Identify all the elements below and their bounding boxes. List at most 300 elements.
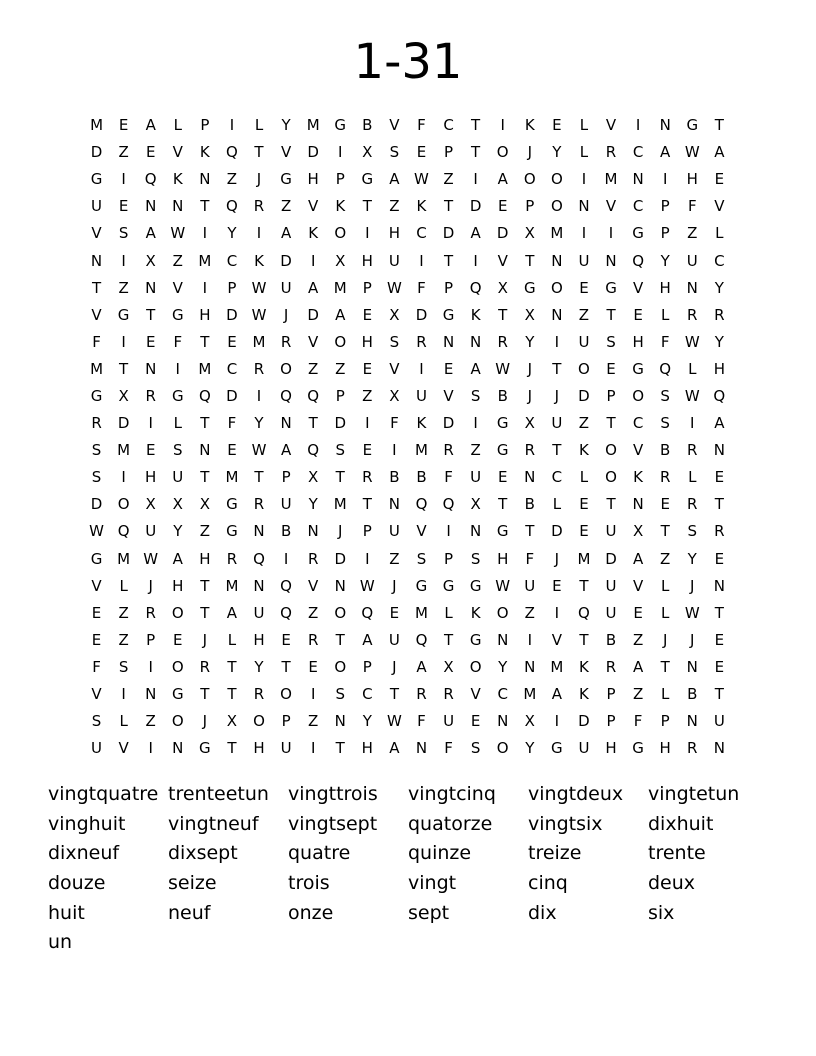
grid-letter: N [632, 495, 644, 514]
grid-row [83, 708, 733, 735]
grid-letter: H [199, 549, 211, 568]
grid-row [83, 437, 733, 464]
grid-letter: I [256, 386, 262, 405]
grid-letter: X [389, 305, 400, 324]
grid-letter: L [227, 630, 237, 649]
grid-letter: G [415, 576, 428, 595]
grid-letter: H [172, 576, 184, 595]
grid-letter: I [581, 224, 587, 243]
word-list-item: quatorze [408, 812, 493, 835]
grid-letter: G [226, 495, 238, 514]
grid-letter: Z [660, 549, 671, 568]
grid-letter: T [200, 576, 210, 595]
grid-letter: S [470, 386, 481, 405]
grid-letter: C [497, 685, 508, 704]
grid-letter: I [554, 603, 560, 622]
grid-letter: T [714, 116, 724, 135]
grid-letter: M [225, 576, 239, 595]
grid-letter: H [686, 170, 698, 189]
grid-letter: N [578, 197, 590, 216]
grid-letter: Z [118, 278, 129, 297]
grid-letter: N [659, 116, 671, 135]
grid-letter: C [362, 685, 373, 704]
grid-letter: I [635, 116, 641, 135]
grid-letter: F [417, 116, 426, 135]
grid-letter: L [715, 224, 724, 243]
grid-letter: L [661, 305, 670, 324]
grid-letter: J [148, 576, 153, 595]
grid-letter: B [605, 630, 617, 649]
grid-letter: U [470, 468, 482, 487]
grid-letter: P [444, 143, 454, 162]
grid-row [83, 464, 733, 491]
grid-letter: P [335, 386, 345, 405]
grid-letter: Y [498, 657, 508, 676]
grid-letter: K [199, 143, 210, 162]
grid-letter: V [308, 197, 319, 216]
grid-letter: T [525, 522, 535, 541]
grid-letter: J [527, 143, 532, 162]
grid-letter: S [91, 441, 102, 460]
grid-letter: I [121, 170, 126, 189]
grid-letter: L [661, 685, 670, 704]
grid-letter: H [659, 739, 671, 758]
grid-letter: H [361, 739, 373, 758]
grid-letter: O [496, 603, 509, 622]
grid-letter: C [551, 468, 563, 487]
grid-letter: L [173, 116, 182, 135]
grid-letter: Q [632, 251, 644, 270]
word-list-item: deux [648, 872, 696, 895]
grid-letter: N [713, 441, 725, 460]
grid-letter: I [473, 251, 478, 270]
grid-letter: K [335, 197, 346, 216]
grid-letter: E [362, 441, 373, 460]
grid-letter: T [200, 332, 210, 351]
grid-letter: E [606, 359, 616, 378]
grid-letter: Y [714, 332, 724, 351]
grid-letter: N [686, 278, 698, 297]
grid-letter: C [632, 197, 644, 216]
grid-letter: D [469, 197, 482, 216]
grid-letter: T [606, 305, 616, 324]
word-list-item: vingtsept [288, 812, 378, 835]
grid-letter: T [335, 630, 345, 649]
grid-letter: I [554, 332, 560, 351]
grid-letter: U [686, 251, 698, 270]
grid-letter: Z [389, 549, 400, 568]
grid-letter: E [714, 468, 725, 487]
grid-letter: Z [578, 414, 590, 433]
grid-letter: G [632, 224, 644, 243]
grid-letter: O [578, 359, 590, 378]
grid-letter: A [632, 657, 644, 676]
grid-letter: A [335, 305, 346, 324]
grid-letter: J [202, 712, 208, 731]
grid-letter: A [389, 170, 400, 189]
grid-letter: N [551, 305, 563, 324]
grid-letter: F [390, 414, 399, 433]
grid-row [83, 139, 733, 166]
grid-letter: L [444, 603, 453, 622]
grid-letter: N [524, 657, 536, 676]
grid-letter: R [659, 468, 671, 487]
grid-letter: U [388, 522, 400, 541]
grid-letter: N [497, 630, 509, 649]
grid-letter: U [415, 386, 427, 405]
grid-letter: O [171, 603, 184, 622]
grid-letter: E [633, 603, 643, 622]
grid-letter: R [605, 143, 617, 162]
grid-letter: N [307, 522, 319, 541]
grid-letter: W [170, 224, 186, 243]
word-list-item: six [648, 901, 675, 924]
grid-letter: N [632, 170, 644, 189]
grid-letter: T [498, 495, 508, 514]
grid-letter: J [202, 630, 208, 649]
grid-letter: V [605, 116, 617, 135]
grid-letter: T [552, 359, 562, 378]
grid-letter: P [660, 197, 670, 216]
grid-letter: I [690, 414, 695, 433]
word-list-item: vingtneuf [168, 812, 259, 835]
grid-letter: U [388, 251, 400, 270]
grid-letter: J [338, 522, 343, 541]
grid-letter: F [444, 739, 453, 758]
grid-letter: G [686, 116, 699, 135]
grid-letter: F [525, 549, 535, 568]
grid-letter: T [471, 143, 481, 162]
grid-letter: T [119, 359, 129, 378]
grid-letter: D [307, 143, 319, 162]
grid-letter: C [632, 143, 644, 162]
grid-letter: M [198, 359, 212, 378]
grid-letter: L [579, 116, 589, 135]
grid-letter: L [119, 712, 128, 731]
grid-letter: Q [117, 522, 130, 541]
grid-letter: S [389, 332, 400, 351]
grid-letter: H [605, 739, 617, 758]
grid-letter: U [388, 630, 400, 649]
grid-letter: V [470, 685, 481, 704]
grid-letter: L [688, 359, 697, 378]
grid-letter: E [227, 332, 237, 351]
grid-letter: M [117, 549, 131, 568]
grid-row [83, 356, 733, 383]
grid-letter: Y [687, 549, 697, 568]
grid-letter: U [605, 603, 617, 622]
word-list-item: neuf [168, 901, 211, 924]
grid-letter: M [225, 468, 239, 487]
grid-letter: Z [118, 603, 129, 622]
grid-letter: E [443, 359, 454, 378]
grid-letter: D [280, 251, 292, 270]
grid-letter: M [306, 116, 320, 135]
grid-letter: E [552, 576, 562, 595]
grid-letter: T [579, 630, 589, 649]
grid-letter: F [417, 278, 426, 297]
grid-letter: M [550, 224, 564, 243]
grid-letter: V [714, 197, 725, 216]
grid-letter: T [227, 739, 237, 758]
grid-letter: T [362, 495, 372, 514]
grid-letter: O [171, 657, 184, 676]
grid-letter: O [632, 386, 644, 405]
grid-letter: D [578, 386, 590, 405]
grid-letter: I [229, 116, 235, 135]
grid-letter: P [525, 197, 535, 216]
grid-letter: W [143, 549, 159, 568]
grid-letter: M [333, 278, 347, 297]
grid-letter: I [148, 414, 153, 433]
grid-letter: T [335, 468, 345, 487]
grid-letter: Z [145, 712, 156, 731]
grid-letter: U [145, 522, 157, 541]
grid-letter: R [687, 739, 698, 758]
grid-letter: Q [307, 386, 320, 405]
grid-letter: M [117, 441, 131, 460]
grid-letter: T [443, 251, 454, 270]
grid-letter: O [496, 143, 509, 162]
grid-letter: U [253, 603, 265, 622]
grid-letter: Q [415, 495, 428, 514]
grid-letter: W [251, 278, 267, 297]
grid-letter: B [524, 495, 535, 514]
grid-letter: D [90, 143, 103, 162]
grid-letter: I [148, 739, 153, 758]
grid-letter: G [361, 170, 374, 189]
grid-letter: O [550, 278, 563, 297]
grid-letter: J [527, 359, 532, 378]
grid-letter: O [523, 170, 536, 189]
grid-letter: E [91, 630, 102, 649]
grid-letter: D [307, 305, 319, 324]
grid-letter: T [281, 657, 291, 676]
grid-row [83, 193, 733, 220]
grid-letter: J [392, 657, 397, 676]
grid-letter: M [252, 332, 266, 351]
grid-letter: R [226, 549, 238, 568]
grid-letter: K [172, 170, 183, 189]
grid-letter: Q [361, 603, 374, 622]
grid-letter: E [579, 278, 589, 297]
grid-letter: G [496, 414, 509, 433]
grid-letter: R [605, 657, 617, 676]
grid-letter: Y [281, 116, 291, 135]
grid-row [83, 735, 733, 762]
grid-row [83, 410, 733, 437]
grid-letter: E [714, 630, 725, 649]
grid-letter: F [633, 712, 643, 731]
grid-letter: Y [660, 251, 670, 270]
grid-letter: I [473, 414, 478, 433]
grid-letter: H [361, 251, 373, 270]
grid-letter: B [280, 522, 292, 541]
grid-letter: Y [714, 278, 724, 297]
grid-letter: U [578, 251, 590, 270]
grid-letter: U [280, 495, 292, 514]
grid-letter: H [632, 332, 644, 351]
grid-letter: D [334, 549, 347, 568]
grid-letter: B [362, 116, 373, 135]
word-list-item: vingtsix [528, 812, 603, 835]
grid-letter: S [389, 143, 400, 162]
word-list-item: douze [48, 872, 106, 895]
grid-letter: K [579, 441, 589, 460]
grid-letter: E [714, 549, 725, 568]
grid-letter: S [660, 414, 670, 433]
grid-letter: P [606, 386, 616, 405]
grid-letter: E [145, 332, 156, 351]
grid-letter: S [606, 332, 616, 351]
grid-letter: E [470, 712, 481, 731]
grid-letter: J [256, 170, 262, 189]
grid-letter: K [308, 224, 319, 243]
grid-letter: O [550, 170, 563, 189]
grid-letter: E [389, 603, 400, 622]
grid-letter: L [119, 576, 128, 595]
grid-letter: E [118, 197, 129, 216]
grid-letter: D [226, 386, 238, 405]
grid-letter: N [524, 468, 536, 487]
grid-letter: X [497, 278, 508, 297]
grid-letter: B [497, 386, 508, 405]
word-list-item: vingtcinq [408, 783, 496, 805]
grid-letter: Q [415, 630, 428, 649]
grid-letter: T [606, 414, 616, 433]
grid-letter: O [605, 441, 617, 460]
grid-letter: R [714, 522, 725, 541]
word-list-item: vingtquatre [48, 783, 159, 805]
grid-letter: N [442, 332, 455, 351]
grid-letter: P [660, 224, 670, 243]
grid-letter: Z [280, 197, 292, 216]
grid-letter: G [605, 278, 617, 297]
grid-letter: R [253, 197, 265, 216]
grid-letter: I [121, 332, 126, 351]
grid-letter: Z [172, 251, 183, 270]
grid-letter: E [227, 441, 237, 460]
word-list-item: trois [288, 872, 330, 895]
grid-letter: E [714, 657, 725, 676]
grid-letter: C [443, 116, 454, 135]
grid-letter: Z [632, 630, 644, 649]
grid-letter: N [470, 522, 482, 541]
grid-letter: L [254, 116, 264, 135]
grid-letter: F [92, 657, 101, 676]
grid-letter: E [91, 603, 102, 622]
grid-letter: G [632, 359, 644, 378]
grid-letter: O [605, 468, 617, 487]
grid-letter: T [579, 576, 589, 595]
grid-letter: C [714, 251, 725, 270]
grid-letter: K [470, 305, 481, 324]
grid-letter: T [389, 685, 399, 704]
word-list-item: quatre [288, 842, 351, 865]
grid-letter: Q [280, 386, 292, 405]
grid-letter: S [660, 386, 670, 405]
grid-letter: R [714, 305, 725, 324]
grid-letter: X [145, 495, 156, 514]
grid-letter: I [310, 739, 316, 758]
grid-letter: V [280, 143, 292, 162]
grid-letter: P [444, 549, 454, 568]
grid-letter: A [145, 224, 156, 243]
grid-letter: T [660, 522, 670, 541]
grid-letter: V [118, 739, 129, 758]
grid-letter: S [416, 549, 427, 568]
grid-letter: M [198, 251, 212, 270]
grid-letter: V [91, 305, 102, 324]
grid-letter: D [442, 414, 455, 433]
grid-letter: O [496, 739, 509, 758]
grid-letter: W [386, 712, 402, 731]
word-list-item: dixhuit [648, 812, 714, 835]
grid-letter: I [121, 685, 126, 704]
grid-letter: F [92, 332, 101, 351]
grid-letter: N [172, 197, 184, 216]
grid-letter: I [419, 251, 424, 270]
grid-letter: F [687, 197, 697, 216]
grid-letter: P [362, 657, 372, 676]
grid-letter: N [470, 332, 482, 351]
grid-letter: X [145, 251, 156, 270]
grid-letter: T [660, 657, 670, 676]
grid-letter: U [713, 712, 725, 731]
grid-letter: L [688, 468, 697, 487]
grid-letter: S [687, 522, 698, 541]
page-title: 1-31 [353, 34, 463, 90]
grid-letter: W [386, 278, 402, 297]
grid-letter: A [362, 630, 373, 649]
grid-letter: E [362, 305, 373, 324]
grid-letter: N [253, 522, 265, 541]
grid-letter: Q [659, 359, 672, 378]
grid-letter: R [416, 685, 427, 704]
grid-letter: R [307, 630, 319, 649]
grid-letter: H [659, 278, 671, 297]
grid-letter: G [442, 576, 455, 595]
grid-letter: P [606, 712, 616, 731]
grid-letter: N [145, 278, 157, 297]
grid-letter: H [713, 359, 725, 378]
word-list-item: quinze [408, 842, 472, 865]
grid-letter: I [527, 630, 532, 649]
grid-row [83, 518, 733, 545]
grid-letter: G [496, 441, 509, 460]
grid-letter: N [334, 712, 346, 731]
grid-letter: G [496, 522, 509, 541]
grid-letter: V [91, 685, 102, 704]
grid-letter: E [173, 630, 183, 649]
grid-row [83, 329, 733, 356]
grid-letter: K [579, 685, 589, 704]
grid-letter: K [524, 116, 535, 135]
grid-letter: Y [254, 414, 264, 433]
grid-letter: W [251, 441, 267, 460]
grid-letter: S [470, 739, 481, 758]
grid-letter: U [551, 414, 563, 433]
grid-letter: B [416, 468, 427, 487]
grid-letter: Z [389, 197, 400, 216]
grid-letter: U [605, 522, 617, 541]
grid-letter: V [443, 386, 454, 405]
grid-letter: O [280, 359, 292, 378]
grid-letter: A [632, 549, 644, 568]
grid-letter: R [443, 685, 454, 704]
grid-letter: R [253, 685, 265, 704]
grid-letter: V [605, 197, 617, 216]
